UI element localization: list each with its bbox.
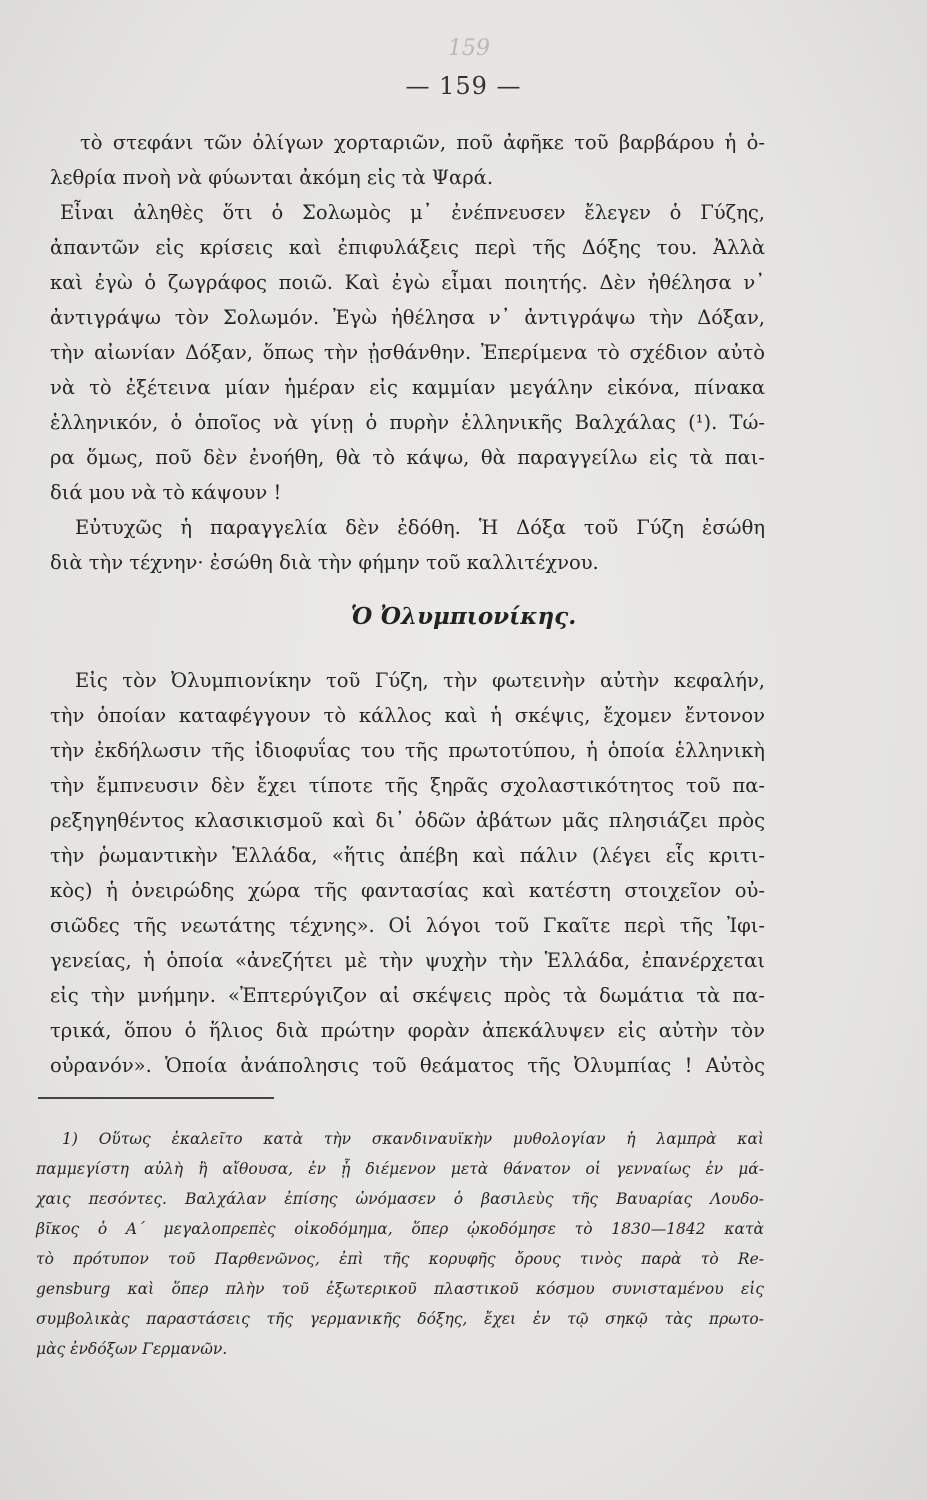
pencil-page-note: 159 — [448, 36, 490, 61]
body-line: νὰ τὸ ἐξέτεινα μίαν ἡμέραν εἰς καμμίαν μεγάλην εἰκόνα, πίνακα — [50, 376, 765, 399]
body-line: τὴν ὁποίαν καταφέγγουν τὸ κάλλος καὶ ἡ σκέψις, ἔχομεν ἔντονον — [50, 704, 765, 727]
body-line: Εἶναι ἀληθὲς ὅτι ὁ Σολωμὸς μ᾿ ἐνέπνευσεν ἔλεγεν ὁ Γύζης, — [60, 201, 765, 224]
body-line: τρικά, ὅπου ὁ ἥλιος διὰ πρώτην φορὰν ἀπεκάλυψεν εἰς αὐτὴν τὸν — [50, 1019, 765, 1042]
body-line: ἀπαντῶν εἰς κρίσεις καὶ ἐπιφυλάξεις περὶ τῆς Δόξης του. Ἀλλὰ — [50, 236, 765, 259]
body-line: σιῶδες τῆς νεωτάτης τέχνης». Οἱ λόγοι τοῦ Γκαῖτε περὶ τῆς Ἰφι- — [50, 914, 765, 937]
body-line: λεθρία πνοὴ νὰ φύωνται ἀκόμη εἰς τὰ Ψαρά. — [50, 166, 494, 189]
page-number: — 159 — — [405, 72, 522, 100]
footnote-line: τὸ πρότυπον τοῦ Παρθενῶνος, ἐπὶ τῆς κορυφῆς ὄρους τινὸς παρὰ τὸ Re- — [36, 1250, 764, 1268]
footnote-line: χαις πεσόντες. Βαλχάλαν ἐπίσης ὠνόμασεν ὁ βασιλεὺς τῆς Βαυαρίας Λουδο- — [36, 1190, 764, 1208]
footnote-line: μὰς ἐνδόξων Γερμανῶν. — [36, 1340, 228, 1358]
body-line: οὐρανόν». Ὁποία ἀνάπολησις τοῦ θεάματος τῆς Ὀλυμπίας ! Αὐτὸς — [50, 1054, 765, 1077]
footnote-line: βῖκος ὁ Α΄ μεγαλοπρεπὲς οἰκοδόμημα, ὅπερ ᾠκοδόμησε τὸ 1830—1842 κατὰ — [36, 1220, 764, 1238]
footnote-rule — [38, 1097, 274, 1099]
body-line: τὸ στεφάνι τῶν ὀλίγων χορταριῶν, ποῦ ἀφῆκε τοῦ βαρβάρου ἡ ὀ- — [80, 131, 765, 154]
footnote-line: παμμεγίστη αὐλὴ ἢ αἴθουσα, ἐν ᾗ διέμενον μετὰ θάνατον οἱ γενναίως ἐν μά- — [36, 1160, 764, 1178]
body-line: ρα ὅμως, ποῦ δὲν ἐνοήθη, θὰ τὸ κάψω, θὰ παραγγείλω εἰς τὰ παι- — [50, 446, 765, 469]
footnote-line: gensburg καὶ ὅπερ πλὴν τοῦ ἐξωτερικοῦ πλαστικοῦ κόσμου συνισταμένου εἰς — [36, 1280, 764, 1298]
body-line: ἑλληνικόν, ὁ ὁποῖος νὰ γίνῃ ὁ πυρὴν ἑλληνικῆς Βαλχάλας (¹). Τώ- — [50, 411, 765, 434]
body-line: καὶ ἐγὼ ὁ ζωγράφος ποιῶ. Καὶ ἐγὼ εἶμαι ποιητής. Δὲν ἠθέλησα ν᾿ — [50, 271, 765, 294]
body-line: τὴν αἰωνίαν Δόξαν, ὅπως τὴν ᾐσθάνθην. Ἐπερίμενα τὸ σχέδιον αὐτὸ — [50, 341, 765, 364]
body-line: τὴν ἐκδήλωσιν τῆς ἰδιοφυΐας του τῆς πρωτοτύπου, ἡ ὁποία ἑλληνικὴ — [50, 739, 765, 762]
body-line: κὸς) ἡ ὀνειρώδης χώρα τῆς φαντασίας καὶ κατέστη στοιχεῖον οὐ- — [50, 879, 765, 902]
footnote-line: 1) Οὕτως ἐκαλεῖτο κατὰ τὴν σκανδιναυϊκὴν μυθολογίαν ἡ λαμπρὰ καὶ — [62, 1130, 764, 1148]
body-line: ρεξηγηθέντος κλασικισμοῦ καὶ δι᾿ ὁδῶν ἀβάτων μᾶς πλησιάζει πρὸς — [50, 809, 765, 832]
body-line: τὴν ἔμπνευσιν δὲν ἔχει τίποτε τῆς ξηρᾶς σχολαστικότητος τοῦ πα- — [50, 774, 765, 797]
body-line: διὰ τὴν τέχνην· ἐσώθη διὰ τὴν φήμην τοῦ καλλιτέχνου. — [50, 551, 599, 574]
body-line: εἰς τὴν μνήμην. «Ἐπτερύγιζον αἱ σκέψεις πρὸς τὰ δωμάτια τὰ πα- — [50, 984, 765, 1007]
section-heading: Ὁ Ὀλυμπιονίκης. — [350, 603, 577, 630]
footnote-line: συμβολικὰς παραστάσεις τῆς γερμανικῆς δόξης, ἔχει ἐν τῷ σηκῷ τὰς πρωτο- — [36, 1310, 764, 1328]
body-line: τὴν ῥωμαντικὴν Ἑλλάδα, «ἥτις ἀπέβη καὶ πάλιν (λέγει εἷς κριτι- — [50, 844, 765, 867]
body-line: διά μου νὰ τὸ κάψουν ! — [50, 481, 282, 504]
body-line: ἀντιγράψω τὸν Σολωμόν. Ἐγὼ ἠθέλησα ν᾿ ἀντιγράψω τὴν Δόξαν, — [50, 306, 765, 329]
body-line: Εὐτυχῶς ἡ παραγγελία δὲν ἐδόθη. Ἡ Δόξα τοῦ Γύζη ἐσώθη — [75, 516, 765, 539]
body-line: Εἰς τὸν Ὀλυμπιονίκην τοῦ Γύζη, τὴν φωτεινὴν αὐτὴν κεφαλήν, — [75, 669, 765, 692]
body-line: γενείας, ἡ ὁποία «ἀνεζήτει μὲ τὴν ψυχὴν τὴν Ἑλλάδα, ἐπανέρχεται — [50, 949, 765, 972]
